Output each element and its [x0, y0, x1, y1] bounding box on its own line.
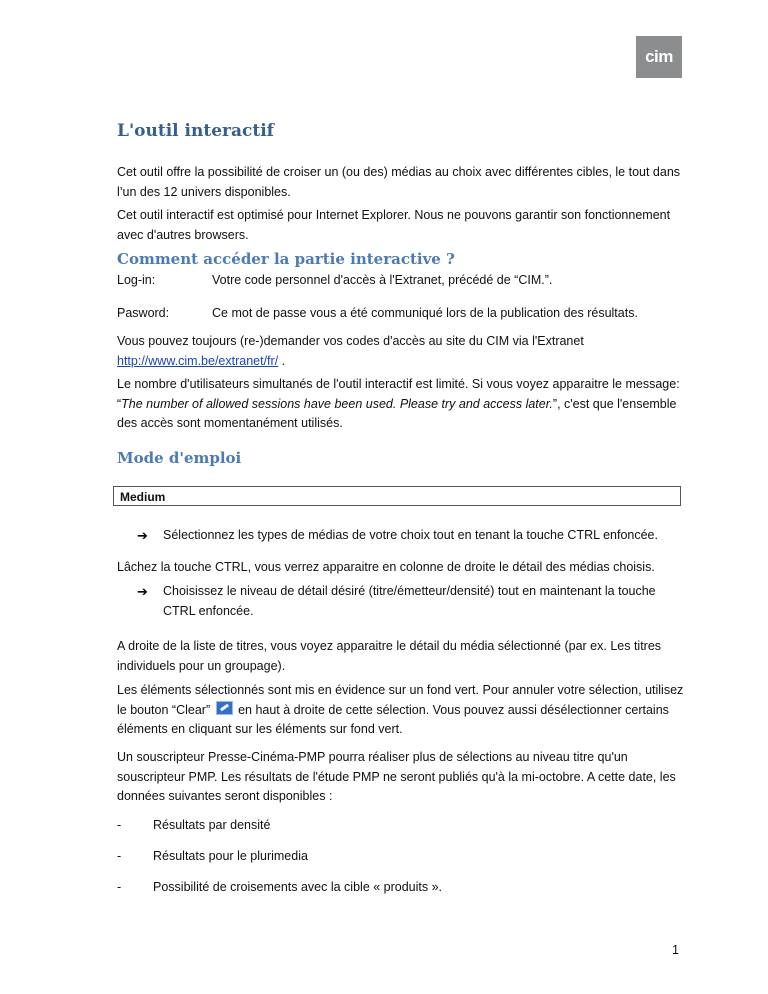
list-item-text: Résultats par densité [153, 818, 271, 832]
page-number: 1 [672, 943, 679, 957]
instruction-text-1: Sélectionnez les types de médias de votre choix tout en tenant la touche CTRL enfoncée. [163, 528, 658, 542]
request-text: Vous pouvez toujours (re-)demander vos codes d'accès au site du CIM via l'Extranet [117, 334, 584, 348]
green-text-2: en haut à droite de cette sélection. Vous pouvez aussi désélectionner certains éléments en cliquant sur les éléments sur fond vert. [117, 702, 669, 736]
subscriber-paragraph: Un souscripteur Presse-Cinéma-PMP pourra réaliser plus de sélections au niveau titre qu'un souscripteur PMP. Les résultats de l'étude PMP ne seront publiés qu'à la mi-octobre. A cette date, les données suivantes seront disponibles : [117, 750, 676, 803]
release-paragraph: Lâchez la touche CTRL, vous verrez apparaitre en colonne de droite le détail des médias choisis. [117, 560, 655, 574]
right-arrow-icon: ➔ [137, 584, 148, 599]
instruction-arrow-2 [137, 582, 682, 621]
link-suffix: . [278, 353, 286, 368]
limit-text-before: Le nombre d'utilisateurs simultanés de l'outil interactif est limité. Si vous voyez apparaitre le message: “ [117, 377, 680, 411]
limit-paragraph [117, 375, 687, 434]
green-text-1: Les éléments sélectionnés sont mis en évidence sur un fond vert. Pour annuler votre sélection, utilisez le bouton “Clear” [117, 683, 684, 717]
mode-heading: Mode d'emploi [117, 449, 242, 467]
list-item-text: Possibilité de croisements avec la cible « produits ». [153, 880, 443, 894]
password-value: Ce mot de passe vous a été communiqué lors de la publication des résultats. [212, 306, 638, 320]
page-title: L'outil interactif [117, 121, 274, 141]
right-arrow-icon: ➔ [137, 528, 148, 543]
clear-button-icon [216, 701, 233, 715]
list-dash: - [117, 818, 122, 832]
medium-label: Medium [120, 490, 166, 504]
instruction-arrow-1 [137, 526, 682, 546]
password-label: Pasword: [117, 306, 170, 320]
login-label: Log-in: [117, 273, 156, 287]
intro-paragraph-2: Cet outil interactif est optimisé pour Internet Explorer. Nous ne pouvons garantir son fonctionnement avec d'autres browsers. [117, 208, 671, 242]
extranet-link[interactable]: http://www.cim.be/extranet/fr/ [117, 353, 279, 368]
limit-quote: The number of allowed sessions have been used. Please try and access later. [121, 396, 553, 411]
login-value: Votre code personnel d'accès à l'Extranet, précédé de “CIM.”. [212, 273, 553, 287]
limit-text-after: ”, c'est que l'ensemble des accès sont momentanément utilisés. [117, 396, 677, 430]
green-selection-paragraph [117, 681, 687, 740]
list-dash: - [117, 880, 122, 894]
instruction-text-2: Choisissez le niveau de détail désiré (titre/émetteur/densité) tout en maintenant la touche CTRL enfoncée. [163, 584, 656, 618]
list-dash: - [117, 849, 122, 863]
list-item-text: Résultats pour le plurimedia [153, 849, 308, 863]
medium-box [113, 486, 681, 506]
request-paragraph [117, 332, 687, 371]
intro-paragraph-1: Cet outil offre la possibilité de croiser un (ou des) médias au choix avec différentes cibles, le tout dans l’un des 12 univers disponibles. [117, 165, 681, 199]
access-heading: Comment accéder la partie interactive ? [117, 250, 455, 268]
cim-logo: cim [636, 36, 682, 78]
detail-paragraph: A droite de la liste de titres, vous voyez apparaitre le détail du média sélectionné (par ex. Les titres individuels pour un groupage). [117, 639, 662, 673]
